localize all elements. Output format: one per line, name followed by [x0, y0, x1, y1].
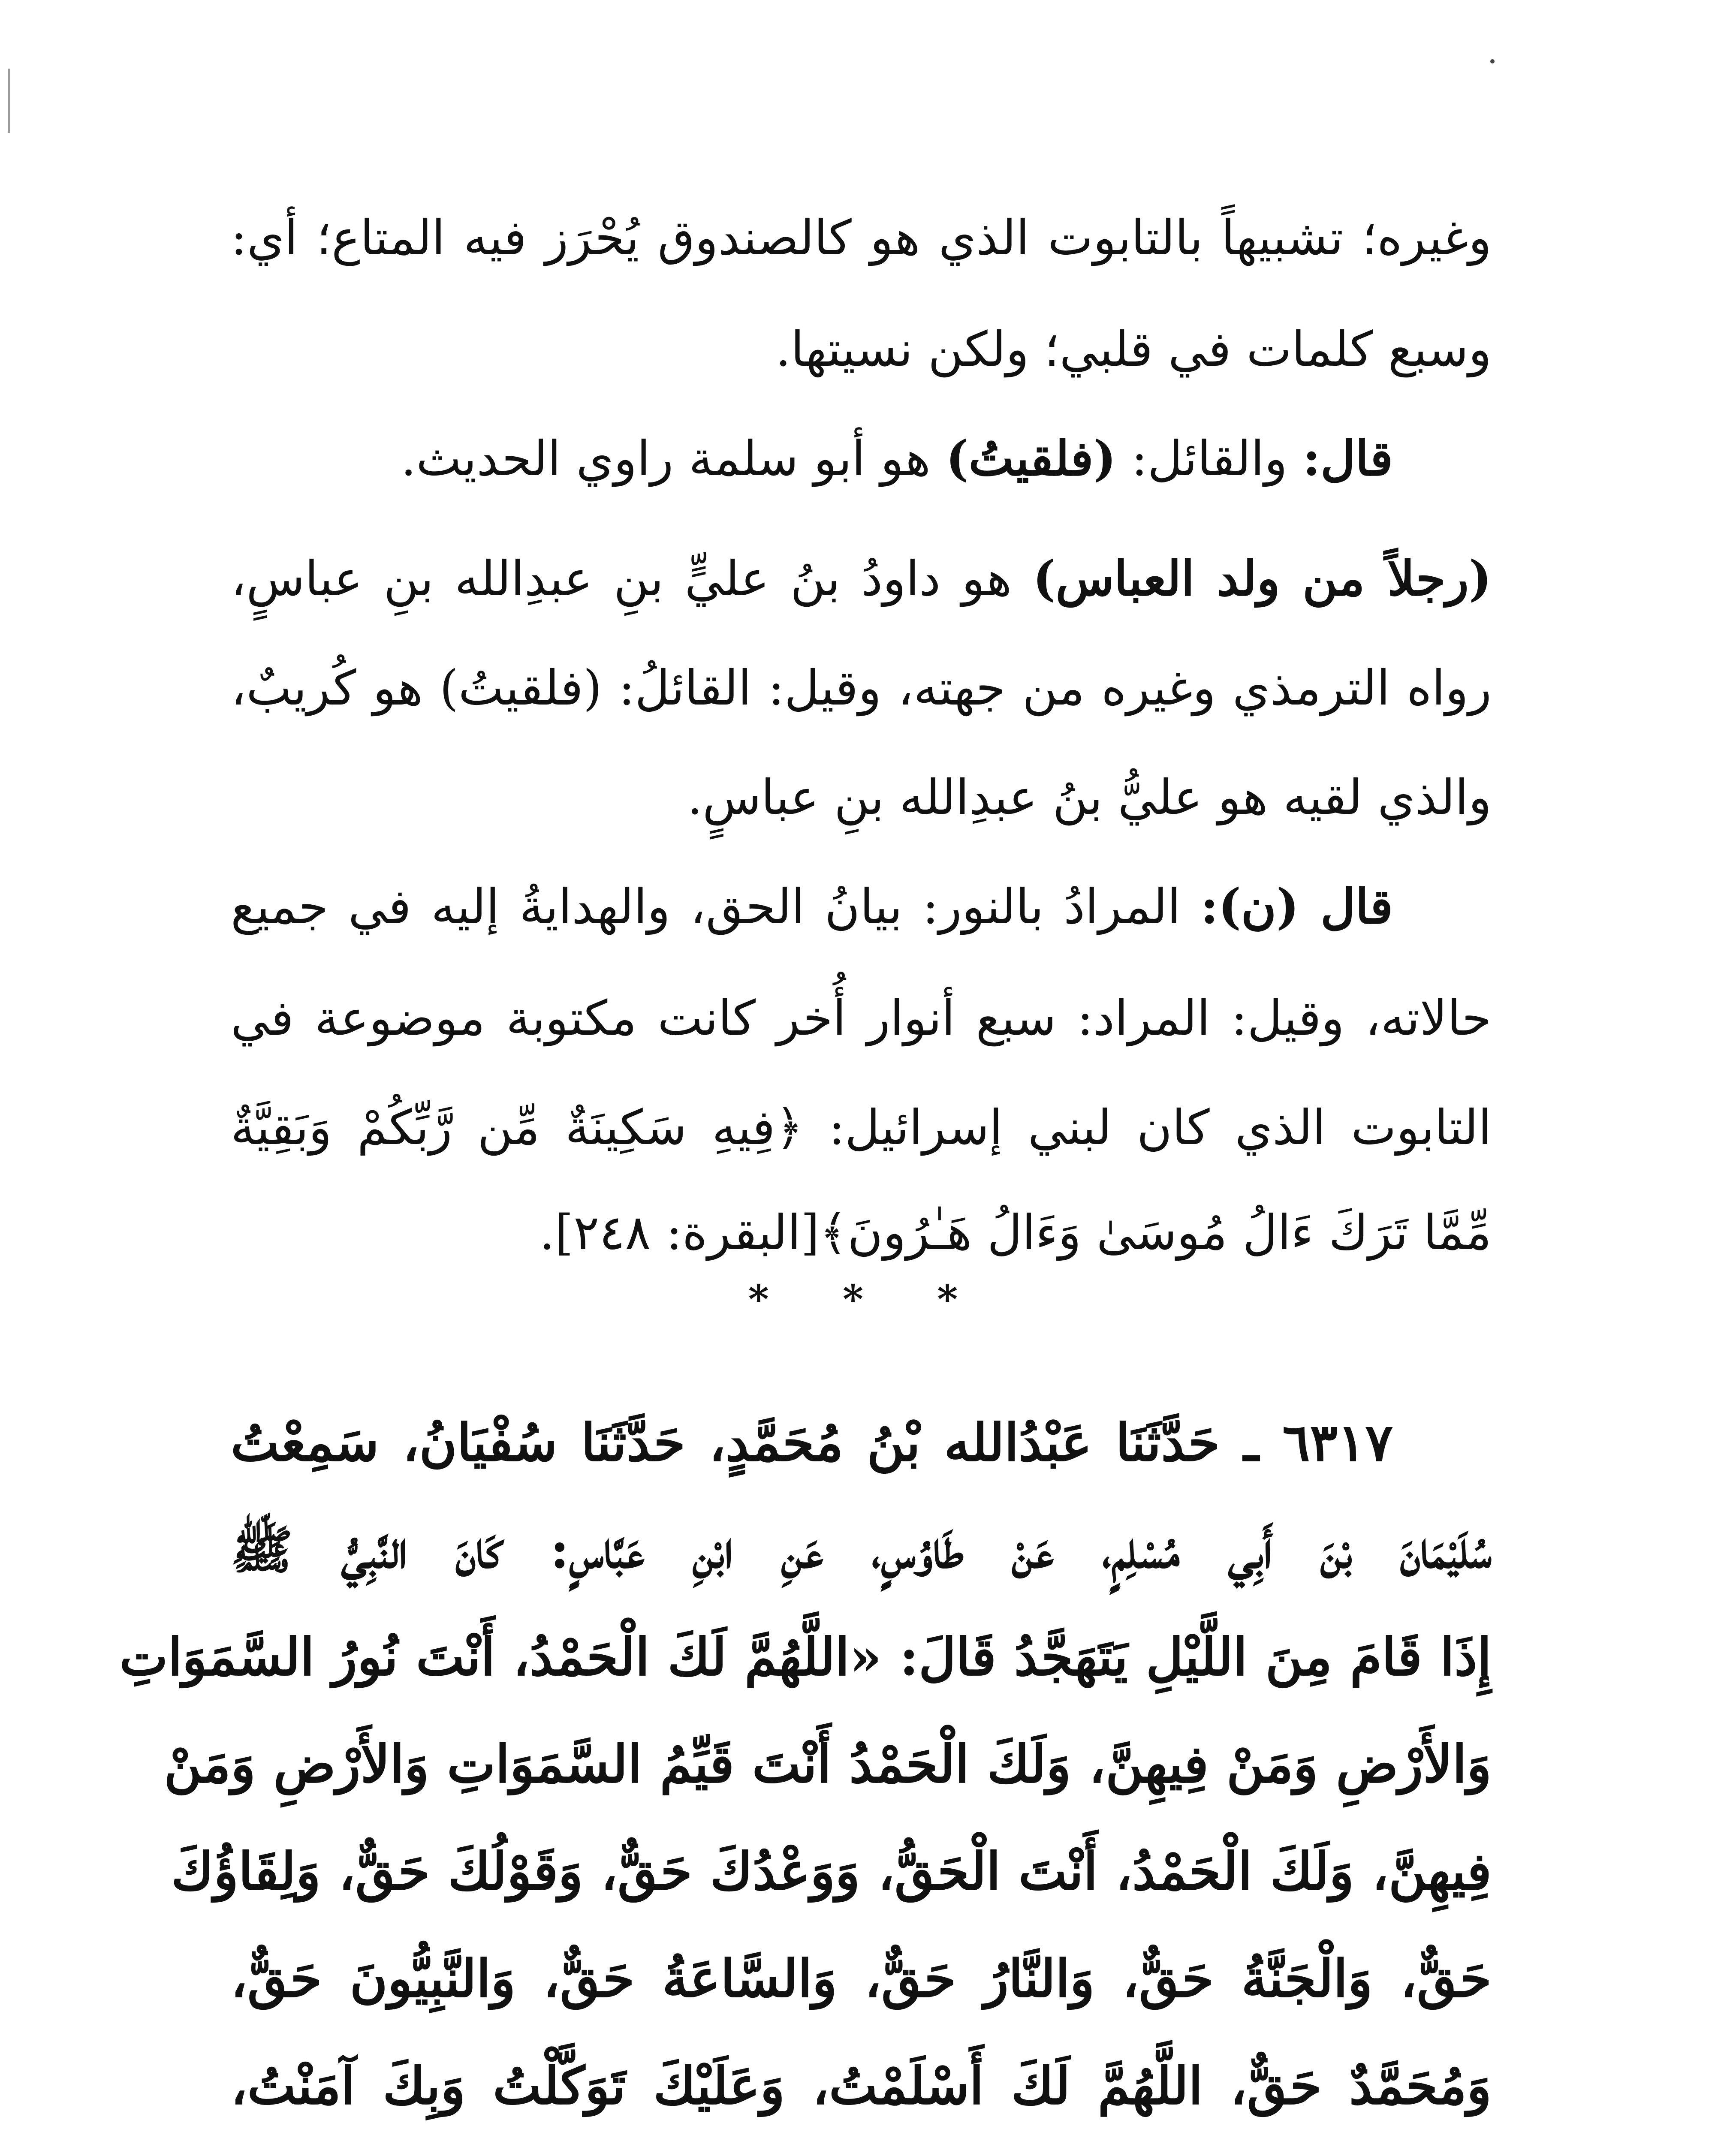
commentary-line-3-text: والقائل: — [1116, 431, 1303, 487]
quoted-term: (فلقيتُ) — [946, 431, 1116, 487]
qal-label: قال: — [1302, 431, 1393, 487]
hadith-line-7: وَمُحَمَّدٌ حَقٌّ، اللَّهُمَّ لَكَ أَسْلَمْتُ، وَعَلَيْكَ تَوَكَّلْتُ وَبِكَ آمَنْتُ، — [231, 2056, 1492, 2116]
commentary-line-10: مِّمَّا تَرَكَ ءَالُ مُوسَىٰ وَءَالُ هَـٰرُونَ﴾[البقرة: ٢٤٨]. — [539, 1205, 1492, 1261]
hadith-line-4: وَالأَرْضِ وَمَنْ فِيهِنَّ، وَلَكَ الْحَمْدُ أَنْتَ قَيِّمُ السَّمَوَاتِ وَالأَرْضِ وَمَنْ — [164, 1734, 1492, 1795]
commentary-line-1: وغيره؛ تشبيهاً بالتابوت الذي هو كالصندوق يُحْرَز فيه المتاع؛ أي: — [231, 210, 1492, 266]
commentary-line-4 — [231, 542, 1492, 615]
quoted-term: (رجلاً من ولد العباس) — [1033, 551, 1492, 607]
commentary-line-9: التابوت الذي كان لبني إسرائيل: ﴿فِيهِ سَكِينَةٌ مِّن رَّبِّكُمْ وَبَقِيَّةٌ — [231, 1100, 1492, 1156]
commentary-line-2: وسبع كلمات في قلبي؛ ولكن نسيتها. — [775, 322, 1492, 377]
scan-edge-mark — [8, 69, 10, 133]
qal-n-label: قال (ن): — [1200, 879, 1393, 935]
hadith-line-6: حَقٌّ، وَالْجَنَّةُ حَقٌّ، وَالنَّارُ حَقٌّ، وَالسَّاعَةُ حَقٌّ، وَالنَّبِيُّونَ حَقٌّ، — [231, 1948, 1492, 2009]
hadith-line-1: ٦٣١٧ ـ حَدَّثَنَا عَبْدُالله بْنُ مُحَمَّدٍ، حَدَّثَنَا سُفْيَانُ، سَمِعْتُ — [231, 1412, 1393, 1473]
scan-speck — [1490, 59, 1495, 63]
hadith-line-5: فِيهِنَّ، وَلَكَ الْحَمْدُ، أَنْتَ الْحَقُّ، وَوَعْدُكَ حَقٌّ، وَقَوْلُكَ حَقٌّ، وَلِقَاؤُكَ — [171, 1841, 1492, 1902]
hadith-line-2: سُلَيْمَانَ بْنَ أَبِي مُسْلِمٍ، عَنْ طَاوُسٍ، عَنِ ابْنِ عَبَّاسٍ: كَانَ النَّبِيُّ ﷺ — [231, 1520, 1492, 1580]
commentary-line-3-rest: هو أبو سلمة راوي الحديث. — [401, 431, 946, 487]
commentary-line-7-rest: المرادُ بالنور: بيانُ الحق، والهدايةُ إليه في جميع — [231, 879, 1201, 935]
commentary-line-4-rest: هو داودُ بنُ عليٍّ بنِ عبدِالله بنِ عباسٍ، — [231, 551, 1033, 607]
commentary-line-5: رواه الترمذي وغيره من جهته، وقيل: القائلُ: (فلقيتُ) هو كُريبٌ، — [231, 660, 1492, 716]
section-separator: * * * — [748, 1276, 988, 1322]
commentary-line-8: حالاته، وقيل: المراد: سبع أنوار أُخر كانت مكتوبة موضوعة في — [231, 991, 1492, 1046]
commentary-line-7 — [231, 870, 1393, 943]
commentary-line-3 — [132, 422, 1393, 495]
hadith-line-3: إِذَا قَامَ مِنَ اللَّيْلِ يَتَهَجَّدُ قَالَ: «اللَّهُمَّ لَكَ الْحَمْدُ، أَنْتَ نُورُ السَّمَوَاتِ — [119, 1627, 1492, 1687]
commentary-line-6: والذي لقيه هو عليُّ بنُ عبدِالله بنِ عباسٍ. — [687, 770, 1492, 825]
